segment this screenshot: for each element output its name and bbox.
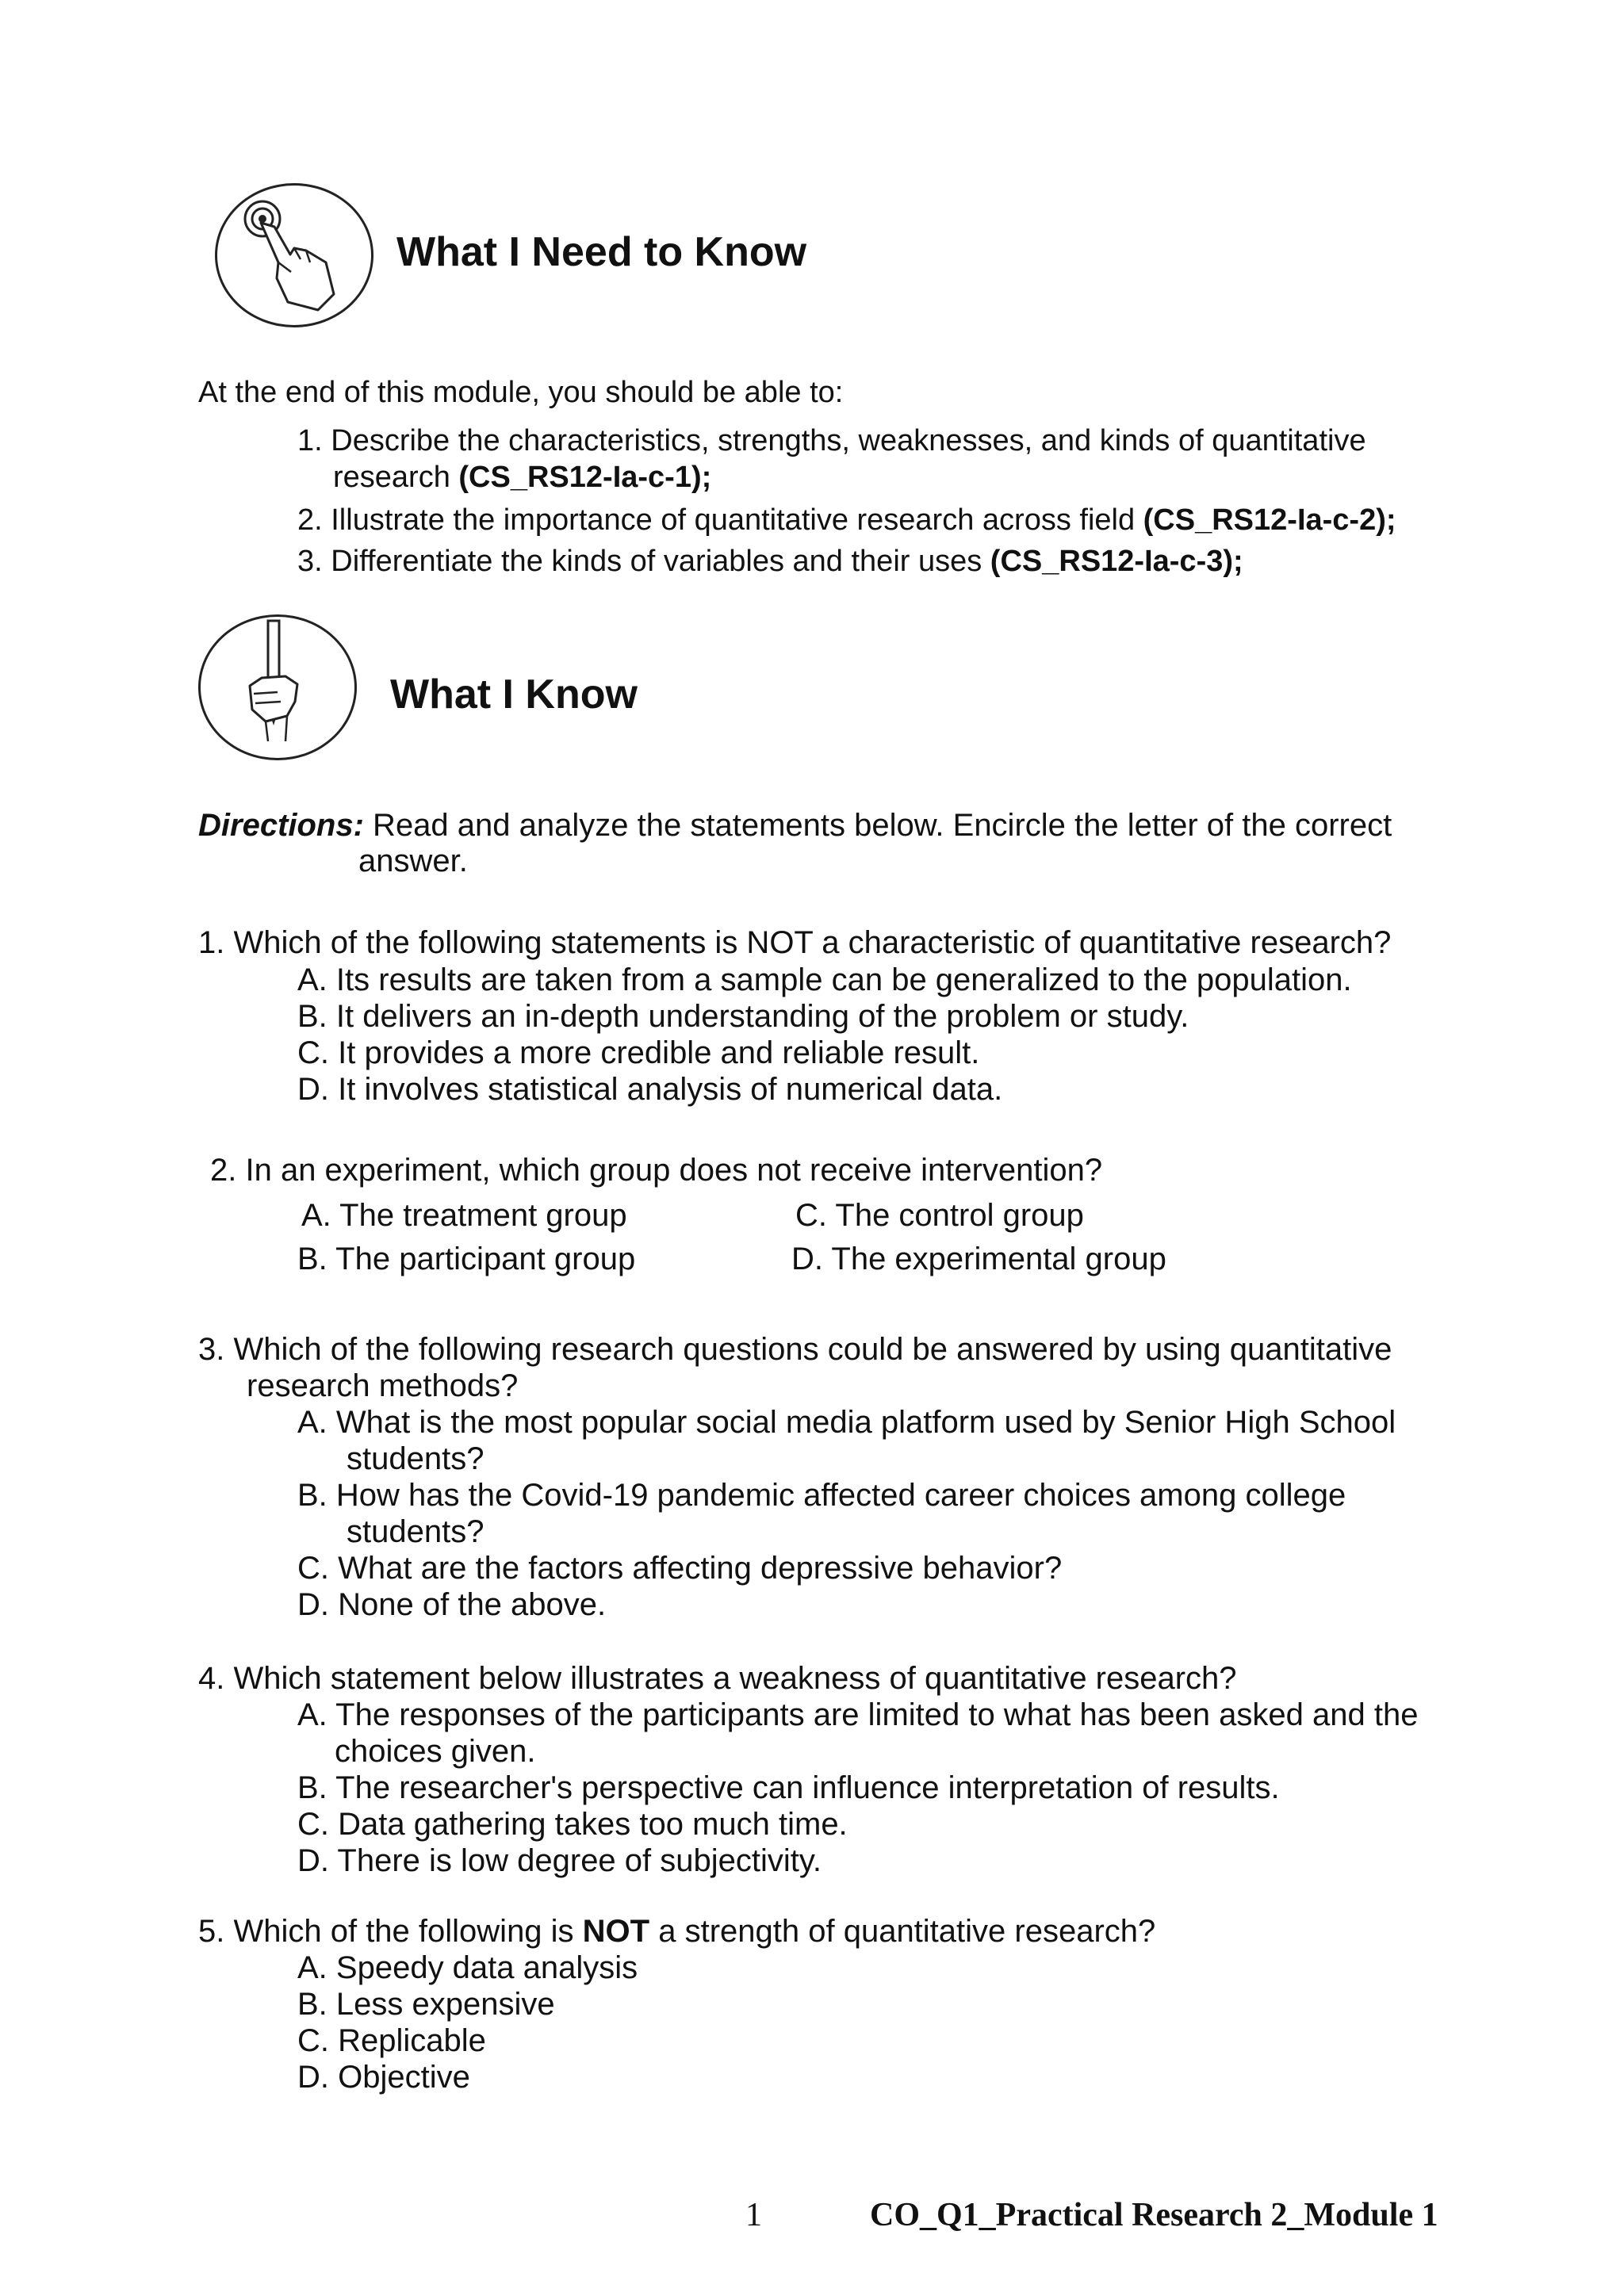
question-5-option-c: C. Replicable bbox=[297, 2023, 486, 2058]
directions-text-line-1: Read and analyze the statements below. Encircle the letter of the correct bbox=[363, 808, 1392, 843]
module-code: CO_Q1_Practical Research 2_Module 1 bbox=[870, 2197, 1438, 2233]
question-3-option-b-line-1: B. How has the Covid-19 pandemic affected career choices among college bbox=[297, 1478, 1346, 1513]
hand-holding-pencil-icon bbox=[198, 614, 357, 760]
directions-text-line-2: answer. bbox=[358, 844, 468, 878]
objective-1-code: (CS_RS12-Ia-c-1); bbox=[458, 461, 712, 494]
objective-3-code: (CS_RS12-Ia-c-3); bbox=[990, 545, 1243, 578]
directions-label: Directions: bbox=[198, 808, 364, 843]
objective-2-text: 2. Illustrate the importance of quantitative research across field bbox=[297, 503, 1143, 537]
objective-3-text: 3. Differentiate the kinds of variables and their uses bbox=[297, 545, 990, 578]
objective-1-line-2 bbox=[333, 459, 711, 496]
question-3-stem-line-1: 3. Which of the following research questions could be answered by using quantitative bbox=[198, 1332, 1392, 1367]
question-4-stem: 4. Which statement below illustrates a weakness of quantitative research? bbox=[198, 1661, 1237, 1696]
question-1-option-b: B. It delivers an in-depth understanding of the problem or study. bbox=[297, 999, 1189, 1034]
question-2-stem: 2. In an experiment, which group does not receive intervention? bbox=[210, 1153, 1103, 1188]
page-number: 1 bbox=[745, 2197, 762, 2233]
question-5-option-d: D. Objective bbox=[297, 2060, 470, 2095]
question-2-option-a: A. The treatment group bbox=[301, 1198, 627, 1233]
question-5-option-b: B. Less expensive bbox=[297, 1987, 555, 2022]
question-4-option-a-line-1: A. The responses of the participants are limited to what has been asked and the bbox=[297, 1697, 1419, 1732]
question-3-option-a-line-2: students? bbox=[347, 1441, 485, 1476]
question-1-stem: 1. Which of the following statements is NOT a characteristic of quantitative research? bbox=[198, 925, 1392, 960]
question-3-stem-line-2: research methods? bbox=[247, 1368, 519, 1403]
question-4-option-b: B. The researcher's perspective can influence interpretation of results. bbox=[297, 1770, 1280, 1805]
question-3-option-a-line-1: A. What is the most popular social media platform used by Senior High School bbox=[297, 1405, 1396, 1440]
objective-1-text: research bbox=[333, 461, 459, 494]
question-1-option-d: D. It involves statistical analysis of numerical data. bbox=[297, 1072, 1003, 1107]
question-5-stem-pre: 5. Which of the following is bbox=[198, 1914, 583, 1949]
objective-1-line-1: 1. Describe the characteristics, strengths, weaknesses, and kinds of quantitative bbox=[297, 424, 1366, 457]
objective-2-code: (CS_RS12-Ia-c-2); bbox=[1143, 503, 1396, 537]
objectives-intro: At the end of this module, you should be able to: bbox=[198, 376, 844, 409]
question-2-option-c: C. The control group bbox=[795, 1198, 1084, 1233]
section-title-what-i-need-to-know: What I Need to Know bbox=[396, 229, 807, 275]
question-4-option-a-line-2: choices given. bbox=[335, 1734, 536, 1769]
question-2-option-b: B. The participant group bbox=[297, 1242, 636, 1276]
question-1-option-a: A. Its results are taken from a sample can be generalized to the population. bbox=[297, 962, 1352, 997]
section-title-what-i-know: What I Know bbox=[390, 672, 638, 718]
question-5-stem-bold: NOT bbox=[582, 1914, 650, 1949]
directions bbox=[198, 807, 1392, 844]
question-1-option-c: C. It provides a more credible and reliable result. bbox=[297, 1035, 980, 1070]
question-2-option-d: D. The experimental group bbox=[791, 1242, 1166, 1276]
question-5-stem bbox=[198, 1913, 1155, 1950]
objective-2 bbox=[297, 502, 1396, 538]
question-3-option-b-line-2: students? bbox=[347, 1514, 485, 1549]
question-4-option-c: C. Data gathering takes too much time. bbox=[297, 1807, 848, 1842]
question-5-stem-post: a strength of quantitative research? bbox=[649, 1914, 1156, 1949]
pointing-hand-icon bbox=[215, 183, 373, 327]
question-5-option-a: A. Speedy data analysis bbox=[297, 1950, 638, 1985]
question-4-option-d: D. There is low degree of subjectivity. bbox=[297, 1843, 822, 1878]
question-3-option-c: C. What are the factors affecting depressive behavior? bbox=[297, 1551, 1063, 1586]
question-3-option-d: D. None of the above. bbox=[297, 1587, 607, 1622]
objective-3 bbox=[297, 543, 1243, 580]
